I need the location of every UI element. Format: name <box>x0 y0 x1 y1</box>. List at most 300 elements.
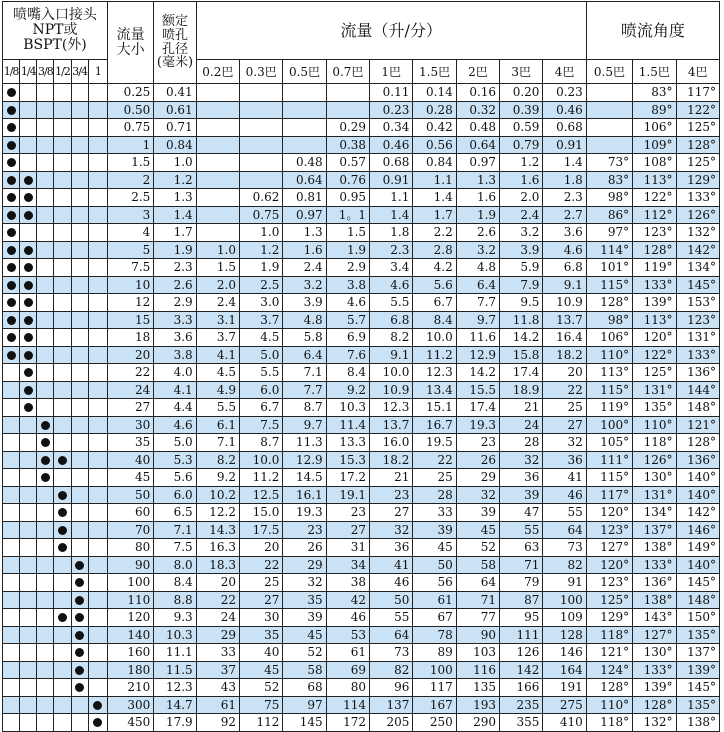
angle-cell: 110° <box>633 416 676 434</box>
inlet-size-cell <box>20 574 37 592</box>
angle-cell: 124° <box>586 661 632 679</box>
angle-cell: 135° <box>676 626 720 644</box>
angle-cell: 117° <box>586 486 632 504</box>
inlet-size-cell <box>37 84 54 102</box>
orifice-header: 额定 喷孔 孔径 (毫米) <box>154 2 196 84</box>
flow-cell: 45 <box>413 539 456 557</box>
angle-cell: 128° <box>676 434 720 452</box>
orifice-cell: 1.0 <box>154 154 196 172</box>
orifice-cell: 4.4 <box>154 399 196 417</box>
flow-cell: 0.28 <box>413 101 456 119</box>
angle-cell: 111° <box>586 451 632 469</box>
flow-cell: 1.6 <box>283 241 326 259</box>
flow-cell: 10.9 <box>543 294 586 312</box>
table-row <box>3 696 720 714</box>
flow-cell: 3.9 <box>283 294 326 312</box>
flow-cell: 23 <box>326 504 369 522</box>
orifice-cell: 8.4 <box>154 574 196 592</box>
flow-cell: 1.9 <box>240 259 283 277</box>
inlet-size-cell <box>71 434 88 452</box>
inlet-size-cell <box>88 241 107 259</box>
flow-cell: 2.0 <box>500 189 543 207</box>
flow-cell: 1.9 <box>456 206 499 224</box>
available-dot-icon <box>93 701 102 710</box>
flow-size-cell: 0.50 <box>107 101 153 119</box>
inlet-size-cell <box>54 364 71 382</box>
table-row <box>3 259 720 277</box>
inlet-size-cell <box>54 241 71 259</box>
flow-size-cell: 4 <box>107 224 153 242</box>
flow-size-cell: 22 <box>107 364 153 382</box>
inlet-size-cell <box>3 434 20 452</box>
flow-cell: 71 <box>500 556 543 574</box>
angle-cell: 133° <box>633 276 676 294</box>
flow-cell: 24 <box>500 416 543 434</box>
inlet-size-cell <box>88 119 107 137</box>
inlet-size-cell <box>88 626 107 644</box>
flow-cell: 92 <box>196 714 239 732</box>
inlet-size-cell <box>54 381 71 399</box>
inlet-size-cell <box>37 416 54 434</box>
available-dot-icon <box>7 263 16 272</box>
inlet-size-cell <box>37 154 54 172</box>
flow-cell: 21 <box>500 399 543 417</box>
orifice-cell: 4.0 <box>154 364 196 382</box>
inlet-size-cell <box>54 154 71 172</box>
inlet-size-cell <box>20 189 37 207</box>
flow-cell <box>196 154 239 172</box>
inlet-size-cell <box>20 119 37 137</box>
table-row <box>3 644 720 662</box>
angle-cell: 125° <box>676 119 720 137</box>
angle-cell: 121° <box>586 644 632 662</box>
inlet-size-cell <box>71 154 88 172</box>
flow-cell: 64 <box>370 626 413 644</box>
inlet-size-cell <box>20 101 37 119</box>
angle-cell: 140° <box>676 486 720 504</box>
angle-cell: 123° <box>586 521 632 539</box>
flow-size-cell: 60 <box>107 504 153 522</box>
angle-cell: 139° <box>633 294 676 312</box>
flow-cell: 6.4 <box>456 276 499 294</box>
angle-cell: 127° <box>633 626 676 644</box>
pressure-header-5: 1巴 <box>370 60 413 84</box>
flow-cell: 5.6 <box>413 276 456 294</box>
flow-cell: 16.3 <box>196 539 239 557</box>
flow-cell: 15.0 <box>240 504 283 522</box>
flow-cell: 29 <box>456 469 499 487</box>
inlet-size-cell <box>54 416 71 434</box>
angle-cell: 138° <box>633 539 676 557</box>
flow-cell: 68 <box>283 679 326 697</box>
angle-cell: 110° <box>586 346 632 364</box>
flow-cell: 61 <box>326 644 369 662</box>
flow-cell: 16.4 <box>543 329 586 347</box>
available-dot-icon <box>24 368 33 377</box>
flow-size-cell: 180 <box>107 661 153 679</box>
available-dot-icon <box>24 316 33 325</box>
flow-cell: 89 <box>413 644 456 662</box>
angle-cell: 132° <box>676 224 720 242</box>
inlet-size-cell <box>20 644 37 662</box>
inlet-size-cell <box>54 101 71 119</box>
flow-cell: 27 <box>240 591 283 609</box>
available-dot-icon <box>58 543 67 552</box>
angle-cell <box>586 101 632 119</box>
inlet-size-cell <box>54 486 71 504</box>
angle-cell: 133° <box>676 189 720 207</box>
flow-cell: 18.3 <box>196 556 239 574</box>
inlet-size-cell <box>71 504 88 522</box>
inlet-size-cell <box>54 399 71 417</box>
flow-cell: 80 <box>326 679 369 697</box>
flow-cell: 1。1 <box>326 206 369 224</box>
angle-cell: 135° <box>633 399 676 417</box>
flow-cell: 15.3 <box>326 451 369 469</box>
inlet-size-cell <box>20 486 37 504</box>
inlet-size-cell <box>71 696 88 714</box>
inlet-size-cell <box>20 381 37 399</box>
inlet-size-cell <box>71 381 88 399</box>
flow-cell: 64 <box>543 521 586 539</box>
inlet-size-cell <box>37 469 54 487</box>
inlet-size-cell <box>71 206 88 224</box>
inlet-size-cell <box>88 714 107 732</box>
inlet-size-cell <box>37 189 54 207</box>
flow-cell: 3.7 <box>240 311 283 329</box>
flow-cell: 42 <box>326 591 369 609</box>
flow-cell: 63 <box>500 539 543 557</box>
flow-cell: 0.91 <box>543 136 586 154</box>
flow-cell: 0.79 <box>500 136 543 154</box>
inlet-size-cell <box>88 84 107 102</box>
angle-cell: 122° <box>676 101 720 119</box>
inlet-size-cell <box>37 504 54 522</box>
flow-cell: 0.59 <box>500 119 543 137</box>
inlet-size-cell <box>37 206 54 224</box>
table-row <box>3 591 720 609</box>
flow-cell: 25 <box>413 469 456 487</box>
flow-cell: 45 <box>456 521 499 539</box>
inlet-size-cell <box>71 189 88 207</box>
inlet-size-cell <box>20 696 37 714</box>
table-row <box>3 154 720 172</box>
flow-cell: 0.57 <box>326 154 369 172</box>
available-dot-icon <box>41 438 50 447</box>
flow-cell: 11.3 <box>283 434 326 452</box>
flow-cell: 6.4 <box>283 346 326 364</box>
flow-cell: 32 <box>500 451 543 469</box>
flow-cell: 2.3 <box>543 189 586 207</box>
angle-cell: 128° <box>633 696 676 714</box>
flow-cell: 3.7 <box>196 329 239 347</box>
table-row <box>3 434 720 452</box>
flow-size-header: 流量 大小 <box>107 2 153 84</box>
flow-cell: 12.9 <box>456 346 499 364</box>
flow-cell: 12.5 <box>240 486 283 504</box>
flow-cell: 50 <box>413 556 456 574</box>
flow-cell: 128 <box>543 626 586 644</box>
flow-cell: 19.5 <box>413 434 456 452</box>
angle-cell: 136° <box>676 451 720 469</box>
angle-cell <box>586 119 632 137</box>
flow-cell <box>196 224 239 242</box>
angle-cell: 128° <box>633 241 676 259</box>
inlet-size-cell <box>71 644 88 662</box>
inlet-size-cell <box>37 539 54 557</box>
flow-cell: 4.8 <box>283 311 326 329</box>
flow-cell: 1.7 <box>413 206 456 224</box>
flow-cell: 23 <box>370 486 413 504</box>
flow-cell: 112 <box>240 714 283 732</box>
flow-cell: 0.23 <box>543 84 586 102</box>
flow-cell <box>240 136 283 154</box>
table-row <box>3 539 720 557</box>
orifice-cell: 4.1 <box>154 381 196 399</box>
inlet-size-cell <box>37 294 54 312</box>
inlet-size-cell <box>71 451 88 469</box>
flow-cell: 2.4 <box>283 259 326 277</box>
flow-cell: 12.9 <box>283 451 326 469</box>
flow-cell: 2.7 <box>543 206 586 224</box>
angle-cell <box>586 136 632 154</box>
inlet-size-cell <box>20 591 37 609</box>
angle-cell: 112° <box>633 206 676 224</box>
flow-cell: 6.8 <box>543 259 586 277</box>
flow-cell: 29 <box>283 556 326 574</box>
flow-size-cell: 18 <box>107 329 153 347</box>
flow-cell: 95 <box>500 609 543 627</box>
nozzle-spec-table <box>2 1 720 732</box>
flow-cell: 27 <box>370 504 413 522</box>
flow-cell: 31 <box>326 539 369 557</box>
flow-cell: 126 <box>500 644 543 662</box>
inlet-size-cell <box>3 206 20 224</box>
flow-cell: 3.0 <box>240 294 283 312</box>
angle-cell: 153° <box>676 294 720 312</box>
flow-cell: 35 <box>283 591 326 609</box>
inlet-size-cell <box>71 574 88 592</box>
flow-cell: 12.3 <box>413 364 456 382</box>
flow-cell: 11.6 <box>456 329 499 347</box>
angle-cell: 86° <box>586 206 632 224</box>
flow-cell: 114 <box>326 696 369 714</box>
flow-size-cell: 45 <box>107 469 153 487</box>
inlet-size-cell <box>20 539 37 557</box>
table-row <box>3 504 720 522</box>
inlet-size-cell <box>88 294 107 312</box>
flow-cell: 0.46 <box>543 101 586 119</box>
table-row <box>3 714 720 732</box>
table-row <box>3 364 720 382</box>
flow-cell: 2.4 <box>500 206 543 224</box>
flow-cell: 4.1 <box>196 346 239 364</box>
flow-cell: 6.7 <box>413 294 456 312</box>
angle-cell: 128° <box>586 679 632 697</box>
flow-cell: 2.6 <box>456 224 499 242</box>
flow-cell: 11.4 <box>326 416 369 434</box>
flow-size-cell: 30 <box>107 416 153 434</box>
flow-cell: 8.4 <box>413 311 456 329</box>
angle-cell: 139° <box>676 661 720 679</box>
flow-cell: 1.8 <box>370 224 413 242</box>
available-dot-icon <box>24 298 33 307</box>
inlet-size-cell <box>37 119 54 137</box>
inlet-size-cell <box>20 136 37 154</box>
flow-cell: 14.5 <box>283 469 326 487</box>
table-row <box>3 171 720 189</box>
flow-cell: 96 <box>370 679 413 697</box>
flow-cell: 0.34 <box>370 119 413 137</box>
flow-cell: 9.7 <box>456 311 499 329</box>
inlet-size-cell <box>3 591 20 609</box>
table-row <box>3 679 720 697</box>
orifice-cell: 1.2 <box>154 171 196 189</box>
flow-cell: 91 <box>543 574 586 592</box>
inlet-size-cell <box>54 294 71 312</box>
flow-cell: 2.9 <box>326 259 369 277</box>
angle-cell: 109° <box>633 136 676 154</box>
inlet-size-cell <box>3 294 20 312</box>
flow-cell: 22 <box>413 451 456 469</box>
flow-cell: 0.23 <box>370 101 413 119</box>
flow-cell: 25 <box>240 574 283 592</box>
flow-cell: 2.3 <box>370 241 413 259</box>
inlet-header: 喷嘴入口接头 NPT或BSPT(外) <box>3 2 108 60</box>
pressure-header-2: 0.3巴 <box>240 60 283 84</box>
flow-cell: 26 <box>283 539 326 557</box>
flow-cell: 7.5 <box>240 416 283 434</box>
flow-cell: 5.5 <box>370 294 413 312</box>
flow-cell <box>283 119 326 137</box>
inlet-size-cell <box>3 364 20 382</box>
flow-cell: 0.48 <box>283 154 326 172</box>
table-row <box>3 609 720 627</box>
flow-cell: 250 <box>413 714 456 732</box>
inlet-size-cell <box>88 539 107 557</box>
flow-cell: 193 <box>456 696 499 714</box>
inlet-size-cell <box>3 119 20 137</box>
inlet-size-cell <box>3 189 20 207</box>
inlet-size-cell <box>54 171 71 189</box>
flow-cell: 18.2 <box>543 346 586 364</box>
available-dot-icon <box>24 351 33 360</box>
table-row <box>3 101 720 119</box>
flow-cell <box>196 189 239 207</box>
table-row <box>3 486 720 504</box>
flow-cell: 0.20 <box>500 84 543 102</box>
flow-cell: 47 <box>500 504 543 522</box>
inlet-size-cell <box>71 609 88 627</box>
angle-pressure-header-1: 0.5巴 <box>586 60 632 84</box>
inlet-size-cell <box>88 609 107 627</box>
inlet-size-cell <box>20 294 37 312</box>
flow-cell: 22 <box>240 556 283 574</box>
angle-cell: 113° <box>586 364 632 382</box>
available-dot-icon <box>7 281 16 290</box>
flow-cell: 5.0 <box>240 346 283 364</box>
flow-cell: 5.8 <box>283 329 326 347</box>
flow-cell: 145 <box>283 714 326 732</box>
flow-cell: 0.42 <box>413 119 456 137</box>
flow-cell: 275 <box>543 696 586 714</box>
table-row <box>3 329 720 347</box>
inlet-size-cell <box>3 416 20 434</box>
angle-pressure-header-3: 4巴 <box>676 60 720 84</box>
inlet-size-cell <box>88 206 107 224</box>
flow-cell: 8.2 <box>370 329 413 347</box>
flow-cell: 4.8 <box>456 259 499 277</box>
inlet-size-cell <box>20 469 37 487</box>
flow-cell: 5.5 <box>196 399 239 417</box>
flow-cell: 0.97 <box>283 206 326 224</box>
inlet-size-cell <box>88 364 107 382</box>
inlet-size-cell <box>20 451 37 469</box>
flow-cell: 87 <box>500 591 543 609</box>
angle-cell: 137° <box>676 644 720 662</box>
inlet-size-cell <box>3 469 20 487</box>
inlet-size-cell <box>3 451 20 469</box>
flow-size-cell: 120 <box>107 609 153 627</box>
inlet-size-cell <box>71 679 88 697</box>
flow-cell: 32 <box>456 486 499 504</box>
inlet-size-cell <box>54 136 71 154</box>
inlet-size-1: 1/8 <box>3 60 20 84</box>
angle-cell: 138° <box>633 591 676 609</box>
orifice-cell: 3.6 <box>154 329 196 347</box>
angle-cell: 105° <box>586 434 632 452</box>
flow-cell: 0.56 <box>413 136 456 154</box>
angle-cell: 131° <box>633 486 676 504</box>
flow-cell: 0.46 <box>370 136 413 154</box>
available-dot-icon <box>41 421 50 430</box>
flow-cell: 27 <box>326 521 369 539</box>
available-dot-icon <box>7 333 16 342</box>
angle-cell: 125° <box>586 591 632 609</box>
inlet-size-cell <box>88 101 107 119</box>
flow-cell: 167 <box>413 696 456 714</box>
angle-cell: 130° <box>633 469 676 487</box>
pressure-header-3: 0.5巴 <box>283 60 326 84</box>
flow-cell: 9.1 <box>370 346 413 364</box>
flow-cell: 12.3 <box>370 399 413 417</box>
flow-cell: 13.7 <box>370 416 413 434</box>
flow-cell: 0.39 <box>500 101 543 119</box>
orifice-cell: 10.3 <box>154 626 196 644</box>
flow-cell: 205 <box>370 714 413 732</box>
flow-cell <box>196 171 239 189</box>
flow-cell: 5.5 <box>240 364 283 382</box>
angle-cell: 108° <box>633 154 676 172</box>
flow-cell: 1.0 <box>240 224 283 242</box>
orifice-cell: 1.7 <box>154 224 196 242</box>
flow-cell: 82 <box>370 661 413 679</box>
flow-cell: 17.5 <box>240 521 283 539</box>
flow-cell: 6.7 <box>240 399 283 417</box>
flow-cell: 58 <box>456 556 499 574</box>
angle-cell: 138° <box>676 714 720 732</box>
inlet-size-cell <box>3 504 20 522</box>
available-dot-icon <box>7 351 16 360</box>
flow-cell: 19.3 <box>456 416 499 434</box>
inlet-size-4: 1/2 <box>54 60 71 84</box>
flow-cell: 55 <box>370 609 413 627</box>
flow-cell: 61 <box>413 591 456 609</box>
table-row <box>3 574 720 592</box>
inlet-size-cell <box>37 486 54 504</box>
table-row <box>3 311 720 329</box>
inlet-size-cell <box>20 224 37 242</box>
